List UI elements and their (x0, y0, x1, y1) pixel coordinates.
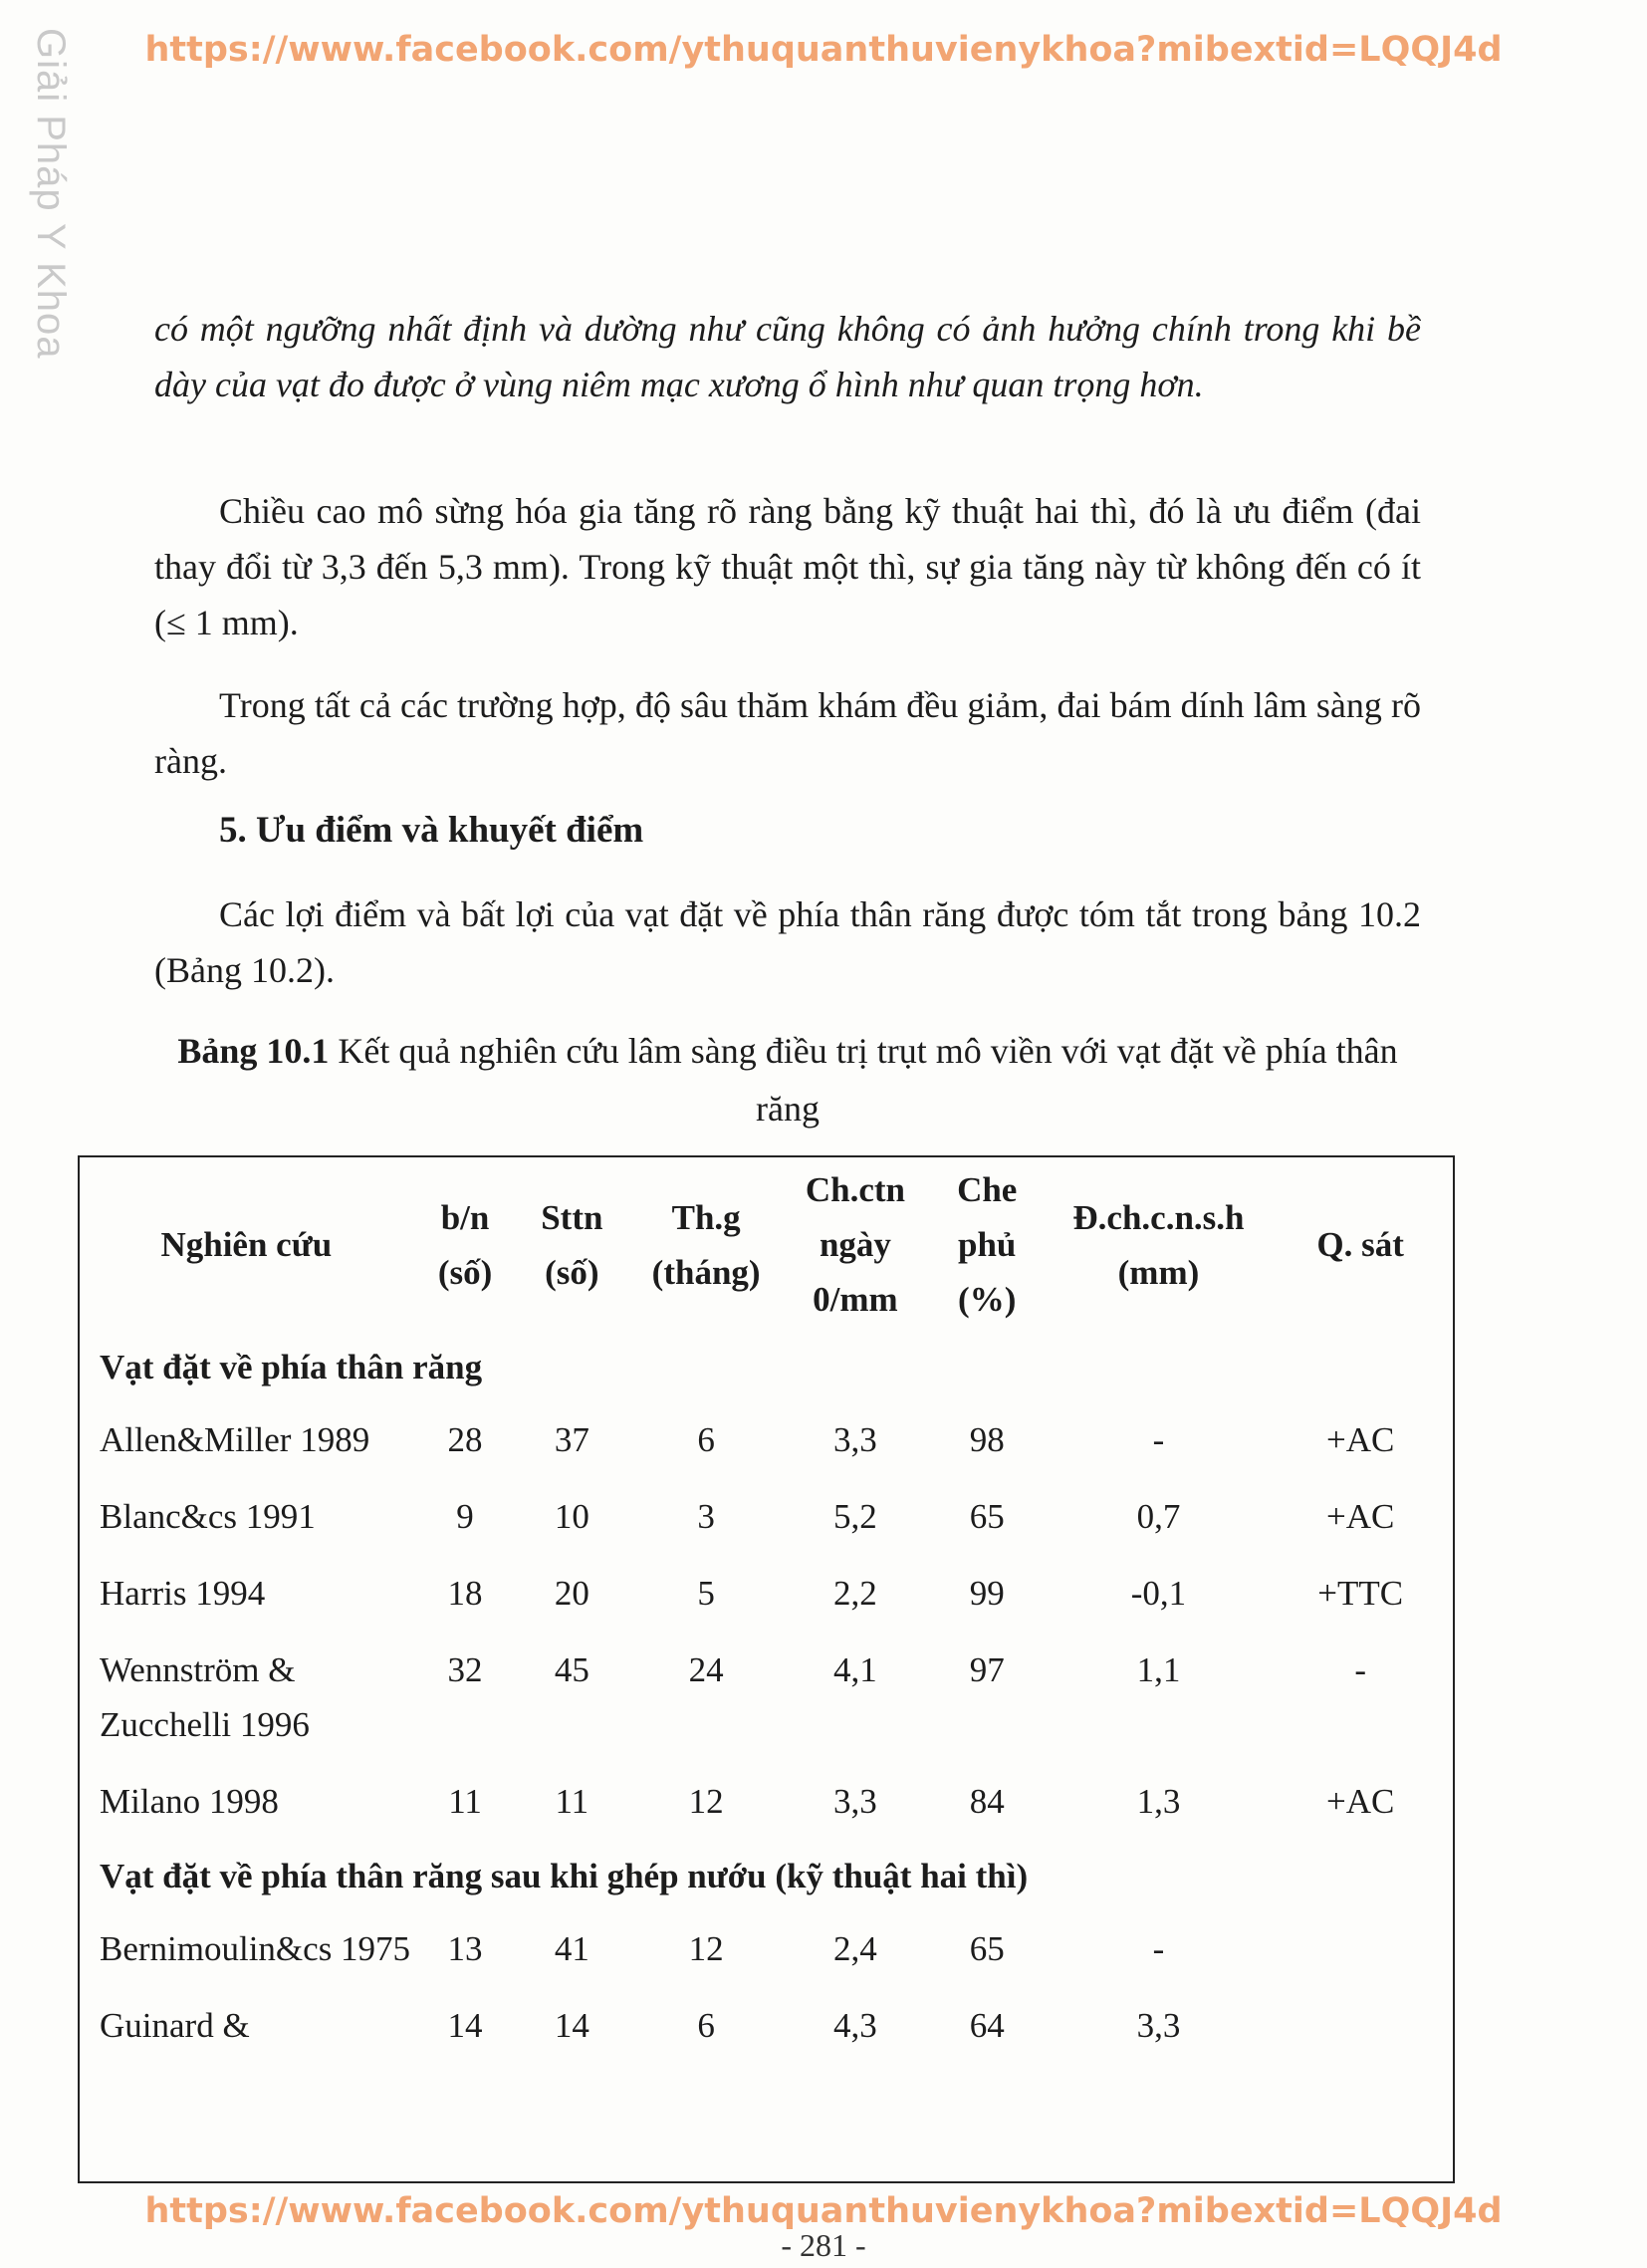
table-row: Allen&Miller 1989 28 37 6 3,3 98 - +AC (100, 1420, 1395, 1459)
table-header-row (80, 1157, 1453, 1332)
col-header-observation: Q. sát (1316, 1225, 1404, 1264)
paragraph-advantages: Các lợi điểm và bất lợi của vạt đặt về phía thân răng được tóm tắt trong bảng 10.2 (Bảng 10.2). (154, 894, 1421, 990)
col-header-study: Nghiên cứu (160, 1225, 333, 1264)
table-section-row: Vạt đặt về phía thân răng (100, 1348, 483, 1386)
table-row: Blanc&cs 1991 9 10 3 5,2 65 0,7 +AC (100, 1497, 1395, 1536)
section-heading: 5. Ưu điểm và khuyết điểm (219, 810, 644, 851)
col-header-keratinized: Đ.ch.c.n.s.h (mm) (1072, 1197, 1245, 1292)
page-number: - 281 - (781, 2227, 866, 2263)
col-header-patients: b/n (số) (437, 1197, 493, 1292)
table-caption-text: Kết quả nghiên cứu lâm sàng điều trị trụt mô viền với vạt đặt về phía thân răng (329, 1031, 1398, 1129)
table-caption (154, 1022, 1421, 1137)
table-row: Bernimoulin&cs 1975 13 41 12 2,4 65 - (100, 1929, 1165, 1968)
url-watermark-bottom: https://www.facebook.com/ythuquanthuvienykhoa?mibextid=LQQJ4d (144, 2191, 1503, 2231)
table-row: Guinard & 14 14 6 4,3 64 3,3 (100, 2006, 1181, 2045)
url-watermark-top: https://www.facebook.com/ythuquanthuvienykhoa?mibextid=LQQJ4d (144, 30, 1503, 70)
table-row: Harris 1994 18 20 5 2,2 99 -0,1 +TTC (100, 1574, 1404, 1613)
intro-paragraph: có một ngưỡng nhất định và dường như cũng không có ảnh hưởng chính trong khi bề dày của vạt đo được ở vùng niêm mạc xương ổ hình như quan trọng hơn. (154, 309, 1421, 404)
col-header-sites: Sttn (số) (541, 1197, 603, 1292)
col-header-months: Th.g (tháng) (651, 1197, 761, 1292)
side-watermark: Giải Pháp Y Khoa (29, 28, 73, 360)
results-table (78, 1155, 1455, 2183)
paragraph-keratinized-height: Chiều cao mô sừng hóa gia tăng rõ ràng bằng kỹ thuật hai thì, đó là ưu điểm (đai thay đổi từ 3,3 đến 5,3 mm). Trong kỹ thuật một thì, sự gia tăng này từ không đến có ít (≤ 1 mm). (154, 491, 1421, 642)
table-row: Wennström & Zucchelli 1996 32 45 24 4,1 97 1,1 - (100, 1650, 1366, 1744)
table-caption-label: Bảng 10.1 (177, 1031, 330, 1071)
col-header-coverage: Che phủ (%) (957, 1170, 1018, 1319)
table-section-row: Vạt đặt về phía thân răng sau khi ghép nướu (kỹ thuật hai thì) (100, 1857, 1029, 1895)
col-header-recession: Ch.ctn ngày 0/mm (805, 1170, 905, 1319)
paragraph-probing-depth: Trong tất cả các trường hợp, độ sâu thăm khám đều giảm, đai bám dính lâm sàng rõ ràng. (154, 685, 1421, 781)
table-row: Milano 1998 11 11 12 3,3 84 1,3 +AC (100, 1782, 1395, 1821)
